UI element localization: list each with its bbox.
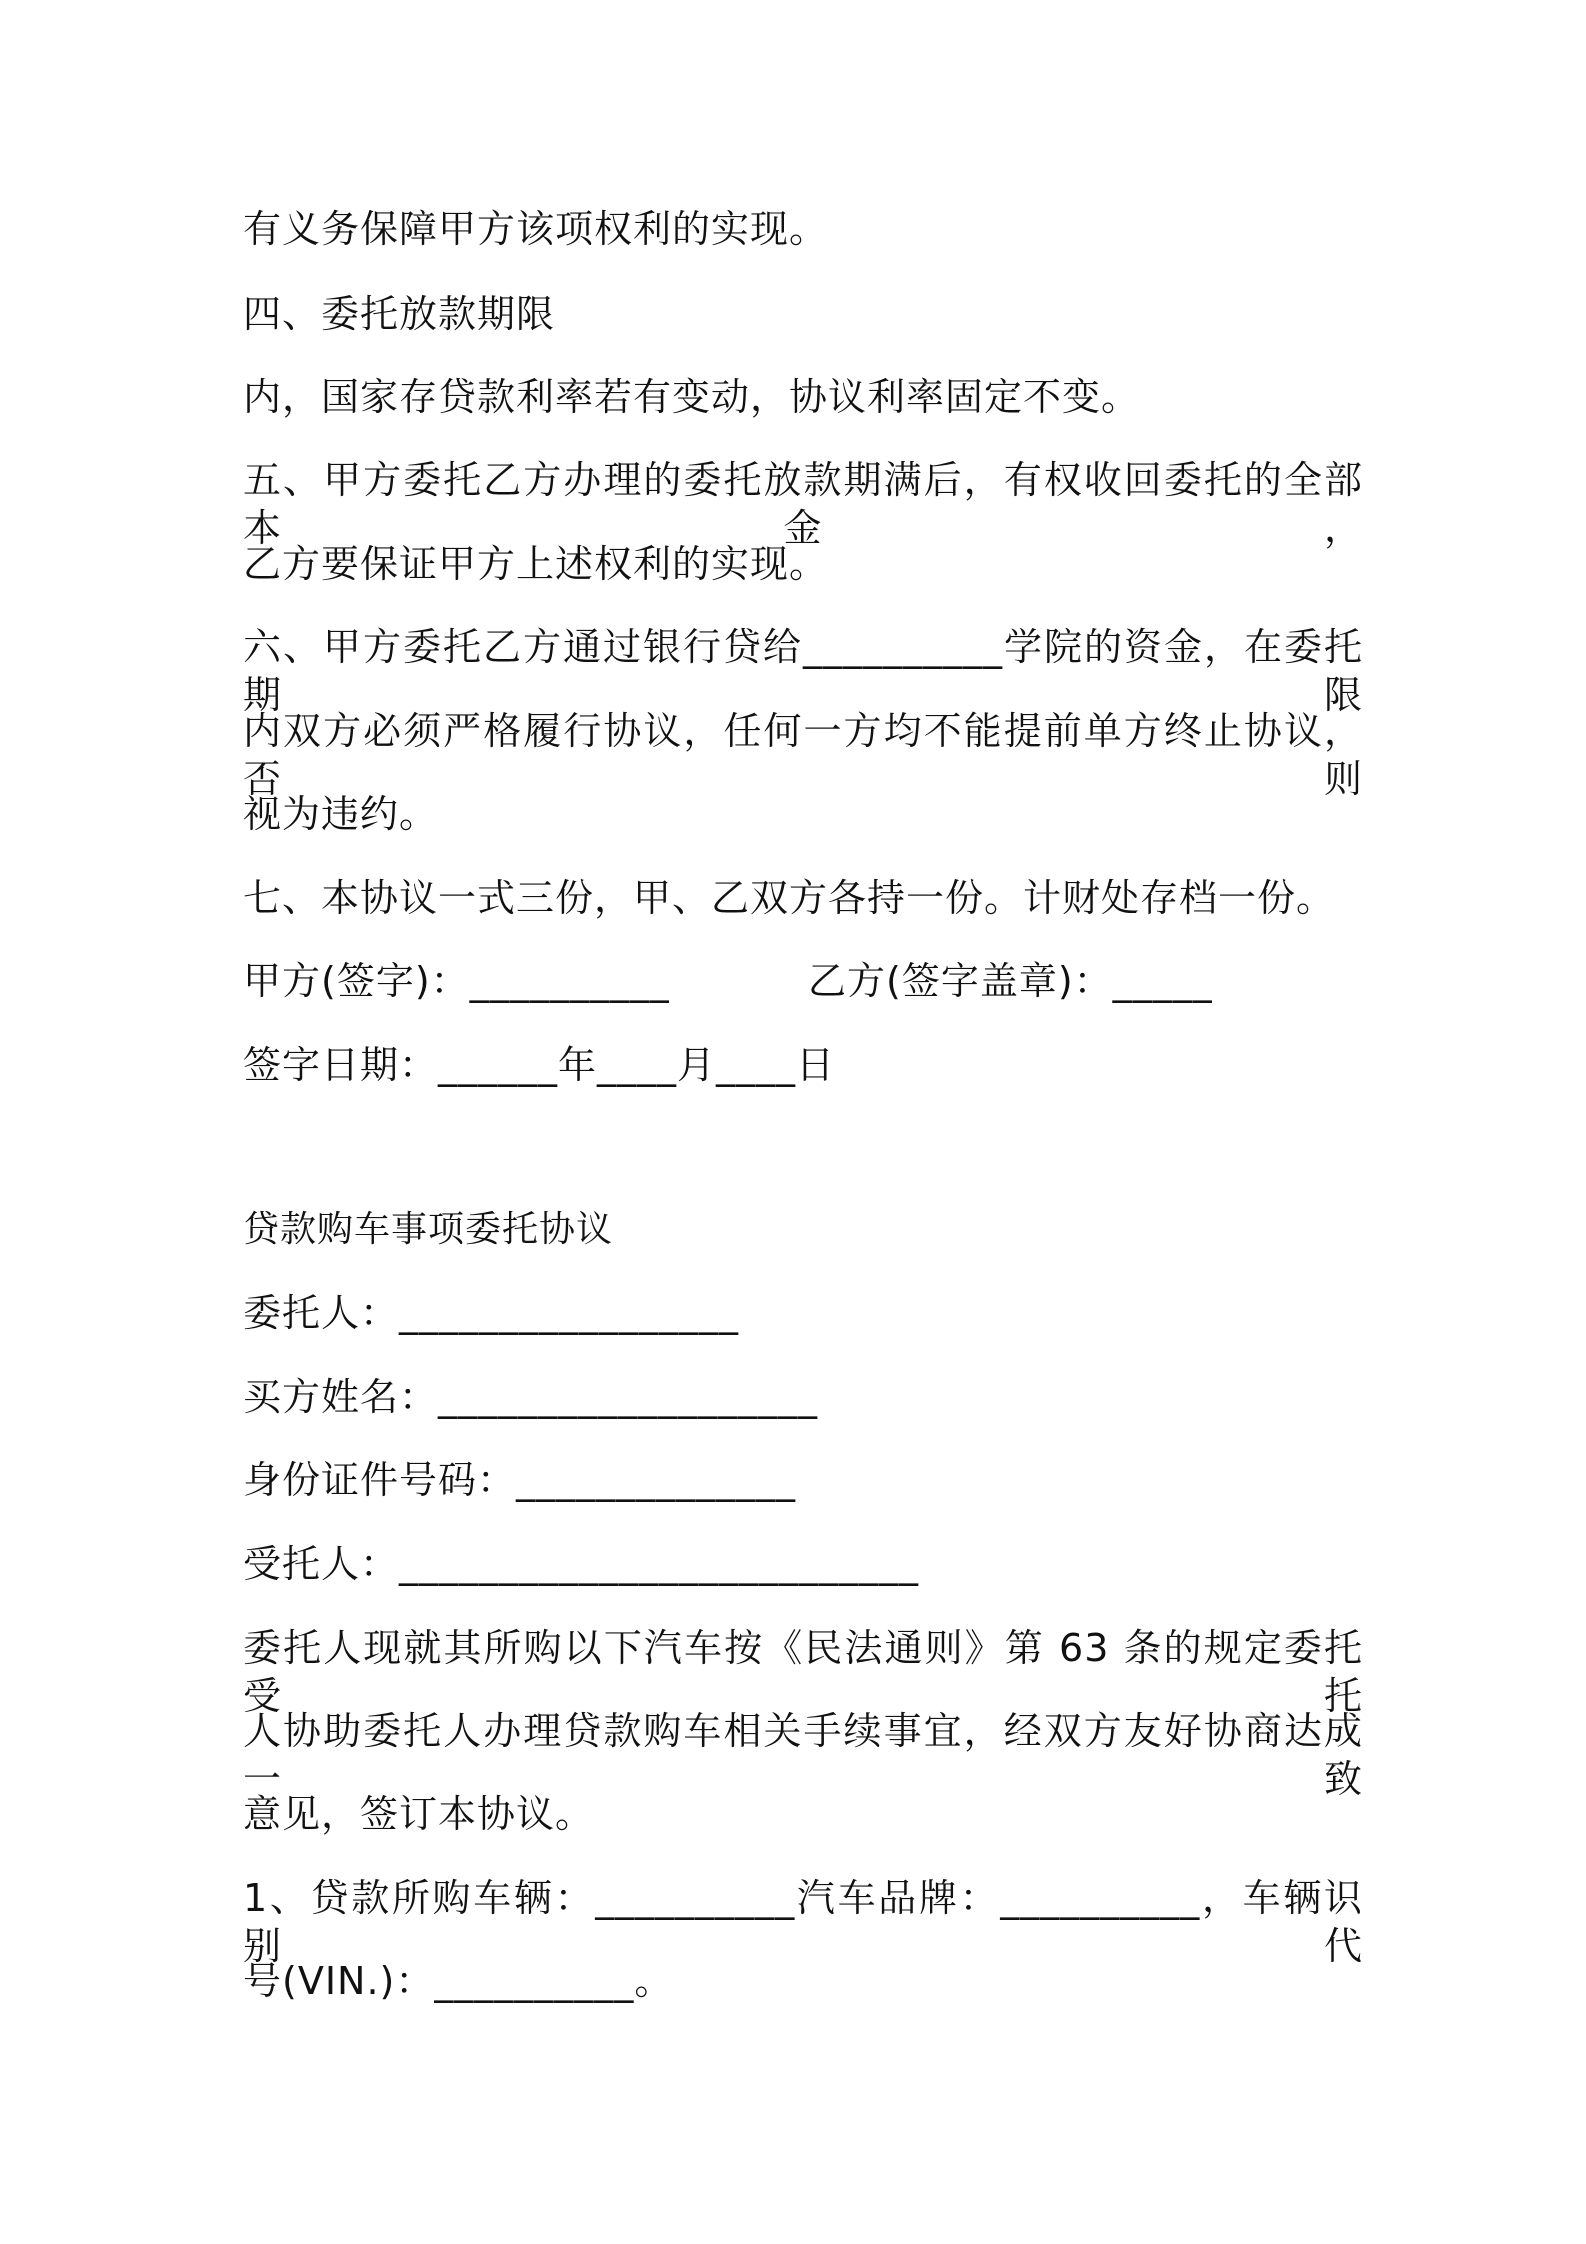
section-heading: 四、委托放款期限 bbox=[243, 292, 556, 336]
paragraph-line: 委托人现就其所购以下汽车按《民法通则》第 63 条的规定委托受托 bbox=[243, 1626, 1363, 1718]
agent-field: 受托人：__________________________ bbox=[243, 1542, 920, 1586]
paragraph-line: 七、本协议一式三份，甲、乙双方各持一份。计财处存档一份。 bbox=[243, 876, 1336, 920]
paragraph-line: 五、甲方委托乙方办理的委托放款期满后，有权收回委托的全部本金， bbox=[243, 458, 1363, 550]
paragraph-line: 内，国家存贷款利率若有变动，协议利率固定不变。 bbox=[243, 375, 1141, 419]
signature-date: 签字日期：______年____月____日 bbox=[243, 1043, 836, 1087]
party-b-signature: 乙方(签字盖章)：_____ bbox=[808, 959, 1213, 1003]
agreement-title: 贷款购车事项委托协议 bbox=[243, 1209, 614, 1250]
paragraph-line: 内双方必须严格履行协议，任何一方均不能提前单方终止协议，否则 bbox=[243, 709, 1363, 801]
buyer-name-field: 买方姓名：___________________ bbox=[243, 1375, 819, 1419]
paragraph-line: 六、甲方委托乙方通过银行贷给__________学院的资金，在委托期限 bbox=[243, 625, 1363, 717]
paragraph-line: 乙方要保证甲方上述权利的实现。 bbox=[243, 542, 829, 586]
vin-line: 号(VIN.)：__________。 bbox=[243, 1959, 674, 2003]
paragraph-line: 视为违约。 bbox=[243, 792, 439, 836]
paragraph-line: 有义务保障甲方该项权利的实现。 bbox=[243, 207, 829, 251]
party-a-signature: 甲方(签字)：__________ bbox=[243, 959, 670, 1003]
paragraph-line: 人协助委托人办理贷款购车相关手续事宜，经双方友好协商达成一致 bbox=[243, 1709, 1363, 1801]
id-number-field: 身份证件号码：______________ bbox=[243, 1458, 797, 1502]
paragraph-line: 意见，签订本协议。 bbox=[243, 1792, 595, 1836]
principal-field: 委托人：_________________ bbox=[243, 1291, 740, 1335]
vehicle-info-line: 1、贷款所购车辆：__________汽车品牌：__________，车辆识别代 bbox=[243, 1876, 1363, 1968]
